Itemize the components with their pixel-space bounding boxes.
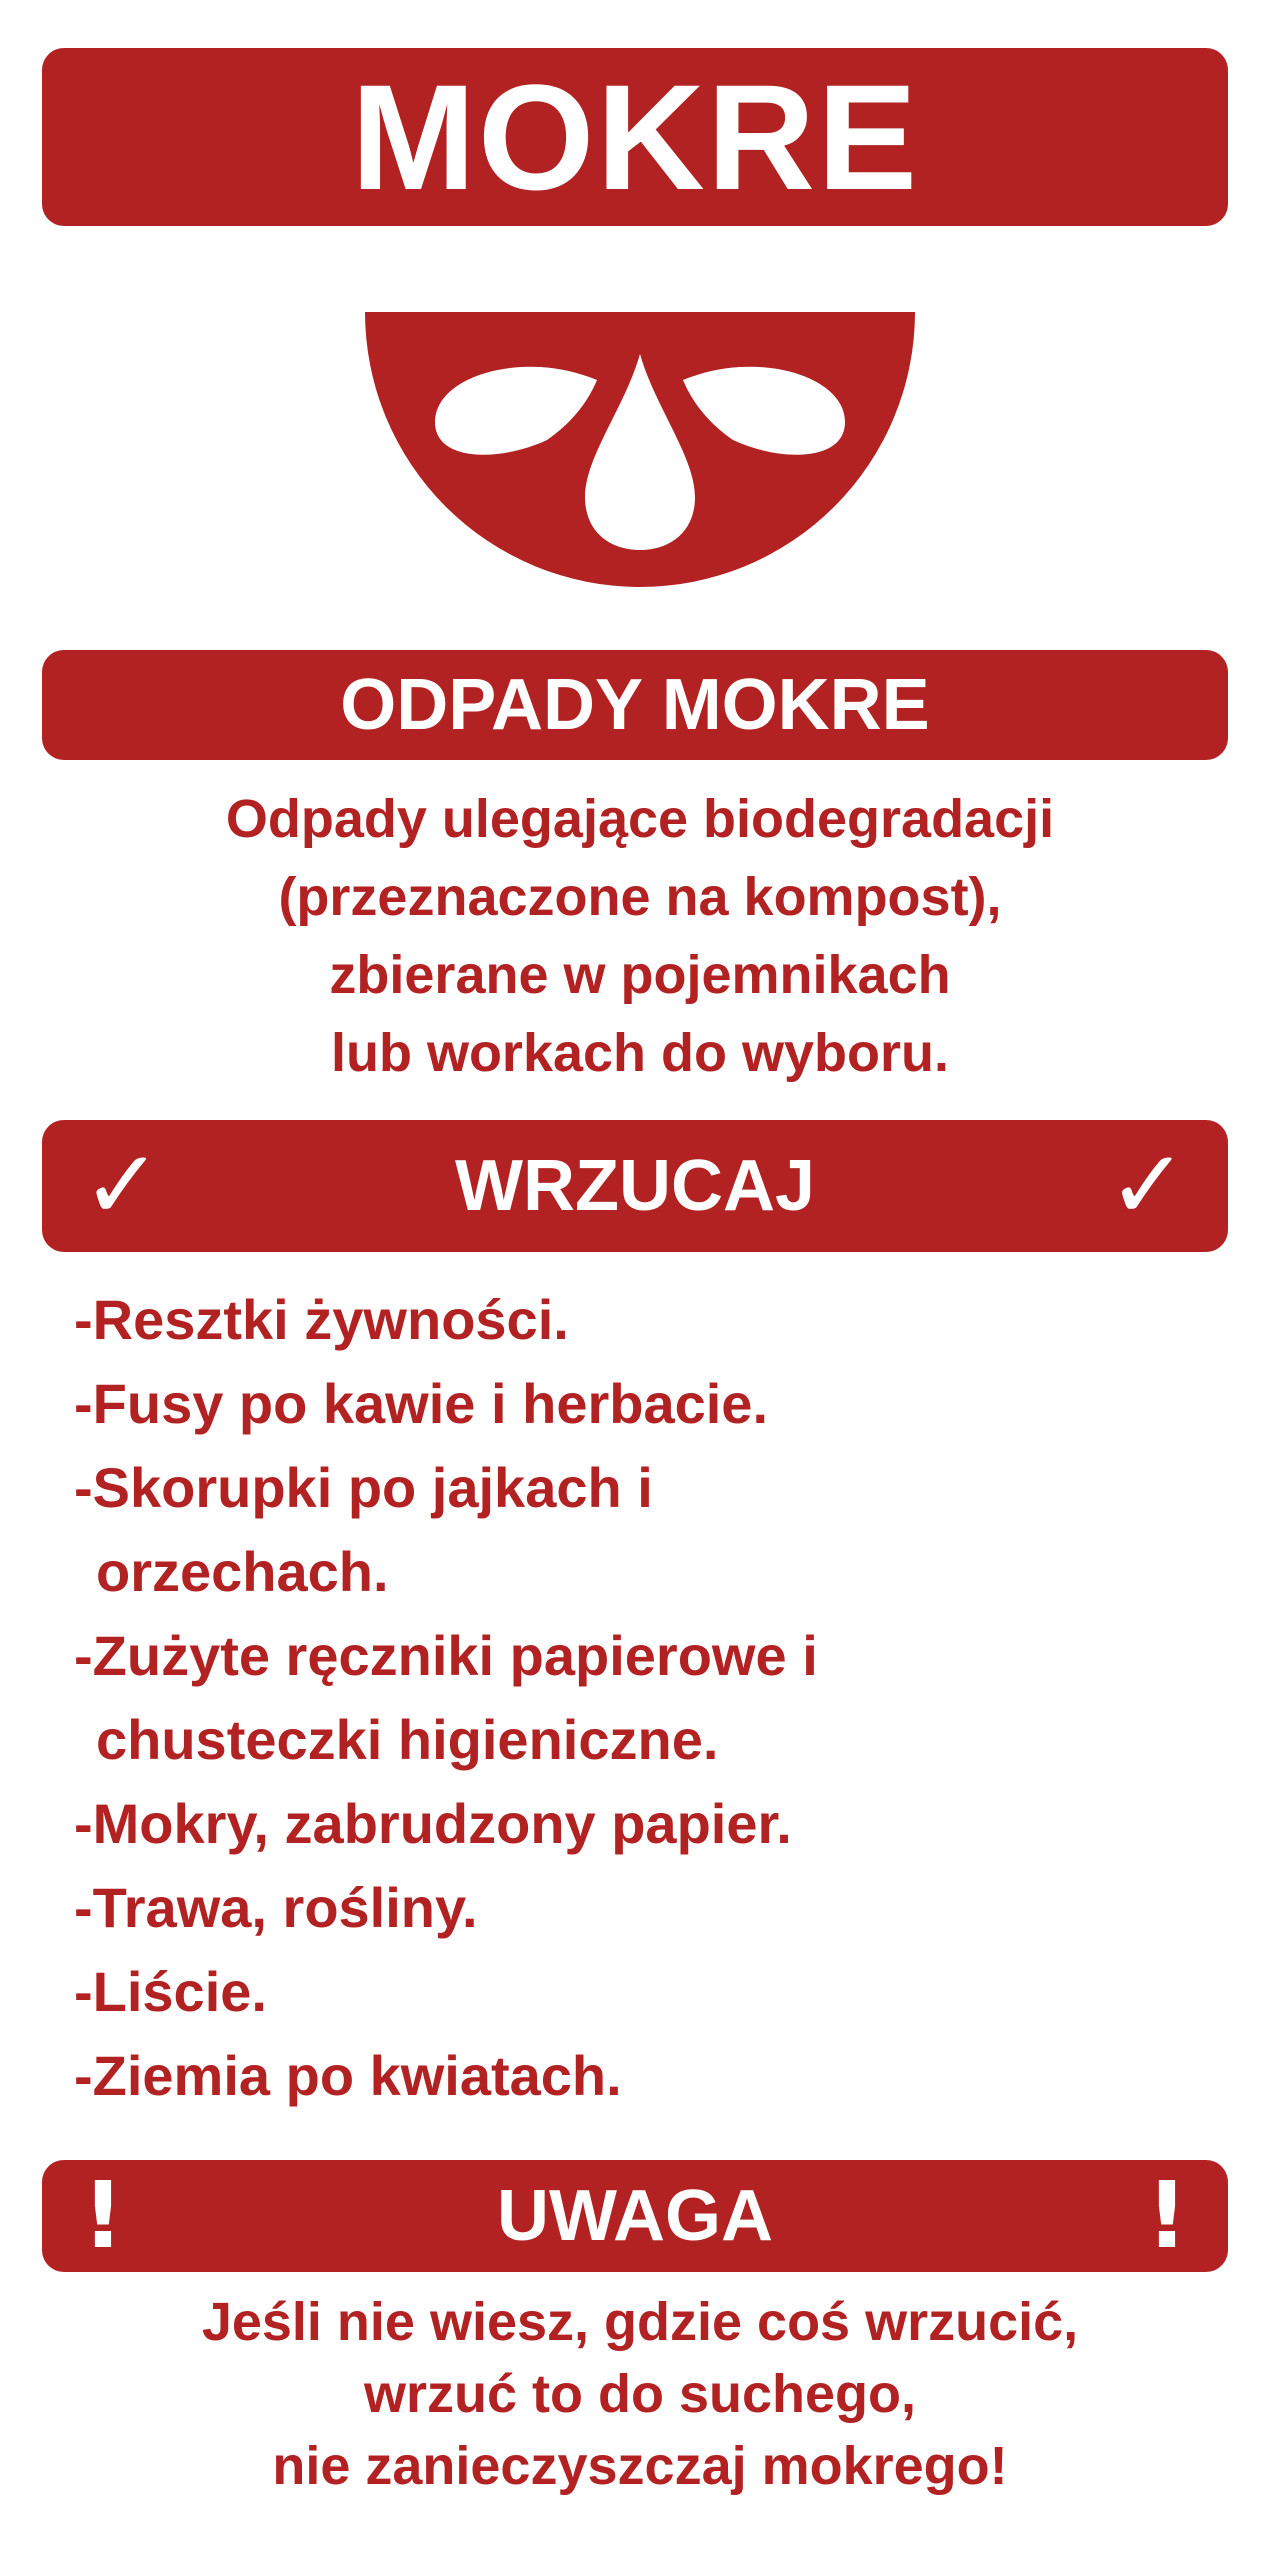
list-item-continuation: orzechach.	[96, 1540, 389, 1603]
description-line: (przeznaczone na kompost),	[278, 867, 1002, 927]
list-item	[74, 2034, 1214, 2118]
title-banner	[42, 48, 1228, 226]
description-line: zbierane w pojemnikach	[329, 945, 951, 1005]
list-item	[74, 1446, 1214, 1614]
list-item	[74, 1950, 1214, 2034]
list-item-text: -Mokry, zabrudzony papier.	[74, 1792, 792, 1855]
list-item-text: -Liście.	[74, 1960, 267, 2023]
odpady-mokre-banner	[42, 650, 1228, 760]
uwaga-banner	[42, 2160, 1228, 2272]
list-item-text: -Trawa, rośliny.	[74, 1876, 478, 1939]
list-item	[74, 1278, 1214, 1362]
list-item	[74, 1362, 1214, 1446]
page-title: MOKRE	[350, 53, 920, 221]
list-item-continuation: chusteczki higieniczne.	[96, 1708, 719, 1771]
wrzucaj-banner	[42, 1120, 1228, 1252]
water-drops-icon	[365, 312, 915, 590]
list-item-text: -Resztki żywności.	[74, 1288, 569, 1351]
checkmark-icon: ✓	[1107, 1132, 1188, 1239]
warning-line: nie zanieczyszczaj mokrego!	[272, 2436, 1008, 2496]
description-line: Odpady ulegające biodegradacji	[225, 789, 1055, 849]
checkmark-icon: ✓	[82, 1132, 163, 1239]
odpady-heading: ODPADY MOKRE	[340, 665, 930, 745]
list-item	[74, 1614, 1214, 1782]
exclamation-icon: !	[1146, 2162, 1188, 2269]
list-item-text: -Skorupki po jajkach i	[74, 1456, 653, 1519]
wrzucaj-list	[74, 1278, 1214, 2118]
odpady-description	[60, 780, 1220, 1092]
list-item-text: -Fusy po kawie i herbacie.	[74, 1372, 769, 1435]
warning-line: Jeśli nie wiesz, gdzie coś wrzucić,	[201, 2292, 1079, 2352]
list-item-text: -Ziemia po kwiatach.	[74, 2044, 622, 2107]
list-item	[74, 1782, 1214, 1866]
wrzucaj-heading: WRZUCAJ	[455, 1146, 815, 1226]
uwaga-heading: UWAGA	[497, 2176, 773, 2256]
list-item-text: -Zużyte ręczniki papierowe i	[74, 1624, 818, 1687]
uwaga-message	[40, 2286, 1240, 2502]
exclamation-icon: !	[82, 2162, 124, 2269]
list-item	[74, 1866, 1214, 1950]
description-line: lub workach do wyboru.	[330, 1023, 950, 1083]
warning-line: wrzuć to do suchego,	[363, 2364, 917, 2424]
